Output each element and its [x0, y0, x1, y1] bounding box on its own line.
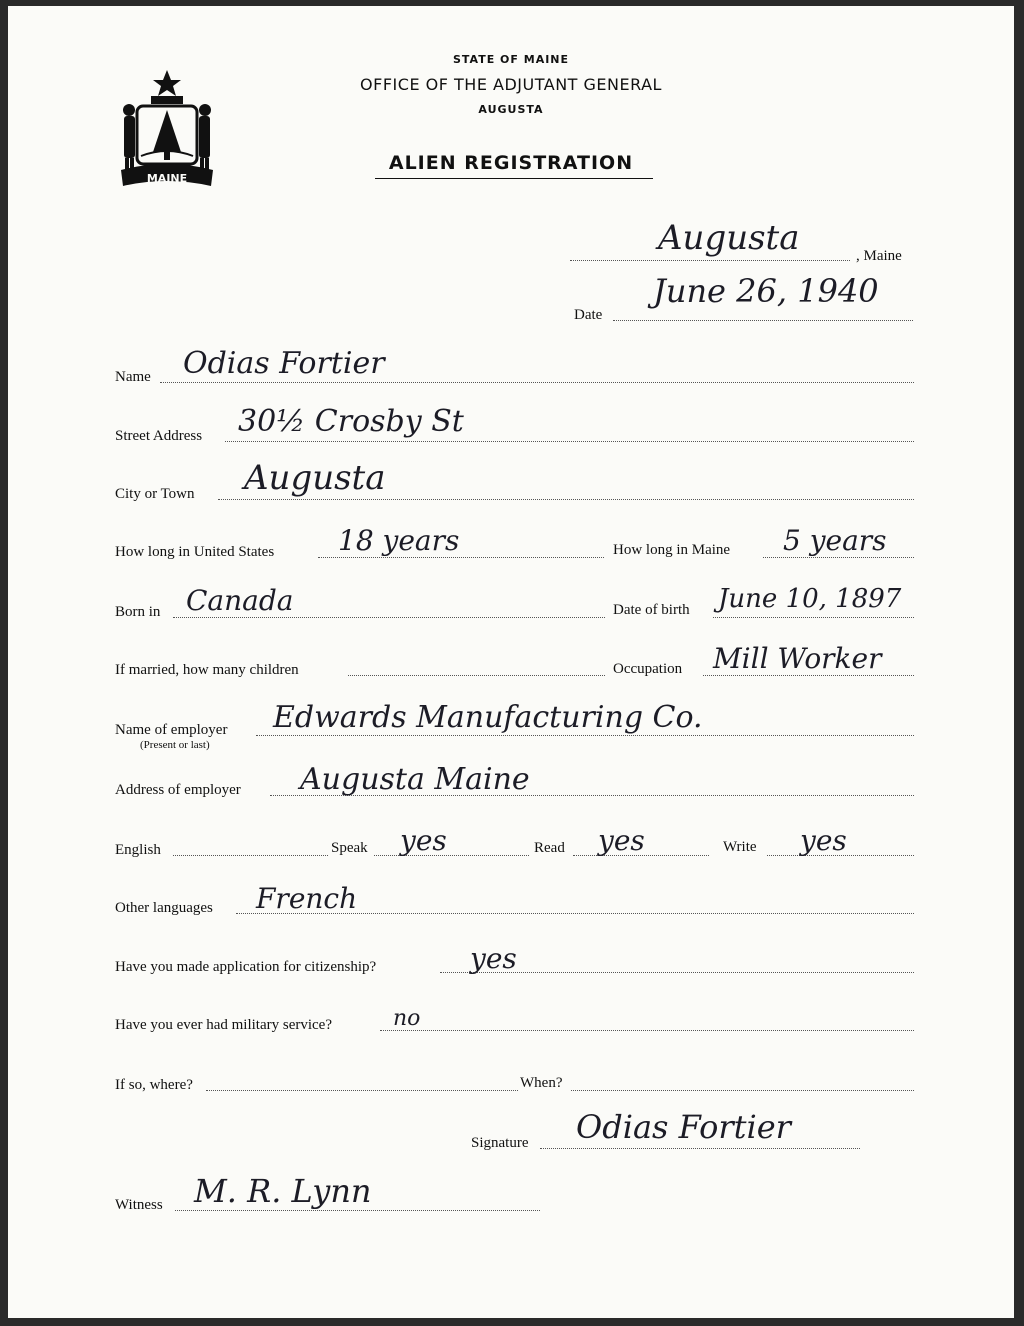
military-label: Have you ever had military service? [115, 1017, 332, 1033]
how-long-maine-label: How long in Maine [613, 542, 731, 558]
city-or-town-label: City or Town [115, 486, 195, 502]
read-label: Read [534, 840, 565, 856]
street-address-line [225, 441, 914, 442]
citizenship-label: Have you made application for citizenship? [115, 959, 377, 975]
write-value[interactable]: yes [800, 824, 847, 857]
other-languages-label: Other languages [115, 900, 213, 916]
english-line [173, 855, 328, 856]
employer-address-label: Address of employer [115, 782, 241, 798]
how-long-us-value[interactable]: 18 years [338, 524, 460, 557]
header-office: OFFICE OF THE ADJUTANT GENERAL [360, 75, 662, 94]
how-long-us-line [318, 557, 604, 558]
children-line [348, 675, 605, 676]
date-label: Date [574, 307, 603, 323]
how-long-maine-value[interactable]: 5 years [783, 524, 887, 557]
signature-line [540, 1148, 860, 1149]
employer-line [256, 735, 914, 736]
employer-value[interactable]: Edwards Manufacturing Co. [273, 700, 703, 735]
employer-address-value[interactable]: Augusta Maine [300, 762, 530, 797]
where-label: If so, where? [115, 1077, 193, 1093]
registration-form-page [8, 6, 1014, 1318]
signature-label: Signature [471, 1135, 529, 1151]
city-or-town-value[interactable]: Augusta [244, 458, 386, 498]
name-line [160, 382, 914, 383]
born-in-value[interactable]: Canada [186, 584, 294, 617]
military-line [380, 1030, 914, 1031]
date-of-birth-value[interactable]: June 10, 1897 [718, 584, 902, 614]
form-title: ALIEN REGISTRATION [388, 152, 634, 174]
how-long-maine-line [763, 557, 914, 558]
location-line [570, 260, 850, 261]
military-value[interactable]: no [393, 1006, 421, 1031]
how-long-us-label: How long in United States [115, 544, 275, 560]
born-in-line [173, 617, 605, 618]
date-value[interactable]: June 26, 1940 [653, 272, 879, 310]
witness-line [175, 1210, 540, 1211]
date-of-birth-label: Date of birth [613, 602, 690, 618]
when-label: When? [520, 1075, 563, 1091]
employer-sublabel: (Present or last) [140, 739, 210, 751]
speak-line [374, 855, 529, 856]
signature-value[interactable]: Odias Fortier [576, 1108, 791, 1146]
svg-text:MAINE: MAINE [146, 172, 188, 185]
street-address-value[interactable]: 30½ Crosby St [238, 404, 464, 439]
read-value[interactable]: yes [598, 824, 645, 857]
title-underline [375, 178, 653, 179]
children-label: If married, how many children [115, 662, 299, 678]
witness-label: Witness [115, 1197, 163, 1213]
witness-value[interactable]: M. R. Lynn [194, 1172, 372, 1210]
born-in-label: Born in [115, 604, 161, 620]
location-value[interactable]: Augusta [658, 218, 800, 258]
citizenship-value[interactable]: yes [470, 942, 517, 975]
other-languages-value[interactable]: French [256, 882, 358, 915]
name-value[interactable]: Odias Fortier [183, 346, 385, 381]
speak-label: Speak [331, 840, 368, 856]
city-or-town-line [218, 499, 914, 500]
location-suffix: , Maine [856, 248, 902, 264]
where-line [206, 1090, 518, 1091]
header-state: STATE OF MAINE [452, 53, 570, 66]
date-line [613, 320, 913, 321]
occupation-value[interactable]: Mill Worker [713, 642, 882, 675]
street-address-label: Street Address [115, 428, 203, 444]
write-label: Write [723, 839, 757, 855]
header-city: AUGUSTA [478, 103, 544, 116]
name-label: Name [115, 369, 151, 385]
occupation-label: Occupation [613, 661, 683, 677]
occupation-line [703, 675, 914, 676]
employer-label: Name of employer [115, 722, 228, 738]
date-of-birth-line [713, 617, 914, 618]
speak-value[interactable]: yes [400, 824, 447, 857]
when-line [571, 1090, 914, 1091]
english-label: English [115, 842, 161, 858]
